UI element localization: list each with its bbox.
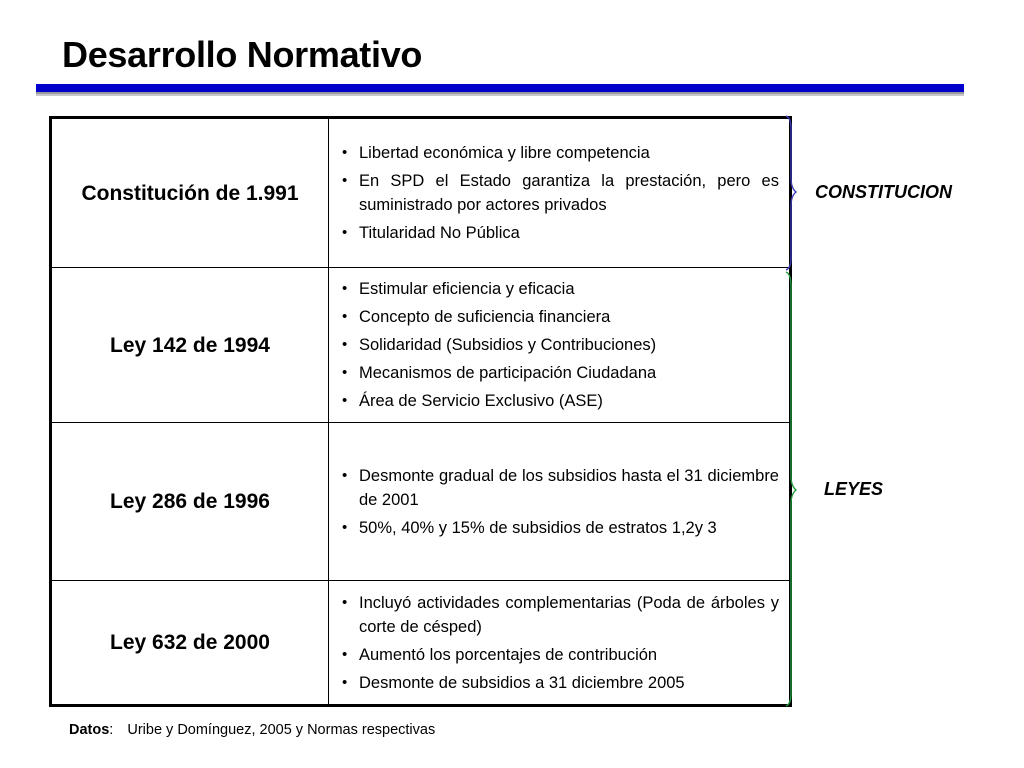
items-cell: [329, 423, 791, 581]
title-underline: [36, 84, 964, 94]
slide-title: Desarrollo Normativo: [62, 34, 423, 75]
law-cell: Ley 142 de 1994: [51, 268, 329, 423]
bullet-item: • 50%, 40% y 15% de subsidios de estratos 1,2y 3: [339, 516, 779, 540]
table-row: [51, 423, 791, 581]
law-cell: Ley 632 de 2000: [51, 581, 329, 706]
bullet-item: • Estimular eficiencia y eficacia: [339, 277, 779, 301]
bullet-list: [339, 141, 779, 245]
bullet-item: • En SPD el Estado garantiza la prestación, pero es suministrado por actores privados: [339, 169, 779, 217]
table-row: [51, 581, 791, 706]
bullet-item: • Aumentó los porcentajes de contribución: [339, 643, 779, 667]
leyes-label: LEYES: [824, 479, 884, 499]
law-cell: Constitución de 1.991: [51, 118, 329, 268]
brackets: [780, 112, 810, 712]
constitucion-label: CONSTITUCION: [815, 182, 952, 202]
items-cell: [329, 581, 791, 706]
normative-table: [49, 116, 792, 707]
bullet-list: [339, 591, 779, 695]
source-note: [69, 722, 435, 738]
bullet-list: [339, 464, 779, 540]
bullet-item: • Incluyó actividades complementarias (Poda de árboles y corte de césped): [339, 591, 779, 639]
bullet-item: • Libertad económica y libre competencia: [339, 141, 779, 165]
leyes-bracket: [786, 272, 796, 706]
bullet-item: • Solidaridad (Subsidios y Contribuciones): [339, 333, 779, 357]
bullet-item: • Mecanismos de participación Ciudadana: [339, 361, 779, 385]
table-row: [51, 118, 791, 268]
bullet-item: • Área de Servicio Exclusivo (ASE): [339, 389, 779, 413]
source-text: Uribe y Domínguez, 2005 y Normas respectivas: [127, 722, 436, 738]
constitucion-bracket: [786, 116, 796, 270]
table-row: [51, 268, 791, 423]
items-cell: [329, 268, 791, 423]
items-cell: [329, 118, 791, 268]
law-cell: Ley 286 de 1996: [51, 423, 329, 581]
source-label: Datos:: [69, 722, 114, 738]
bullet-item: • Titularidad No Pública: [339, 221, 779, 245]
bullet-item: • Desmonte gradual de los subsidios hasta el 31 diciembre de 2001: [339, 464, 779, 512]
bullet-item: • Desmonte de subsidios a 31 diciembre 2005: [339, 671, 779, 695]
bullet-item: • Concepto de suficiencia financiera: [339, 305, 779, 329]
bullet-list: [339, 277, 779, 413]
